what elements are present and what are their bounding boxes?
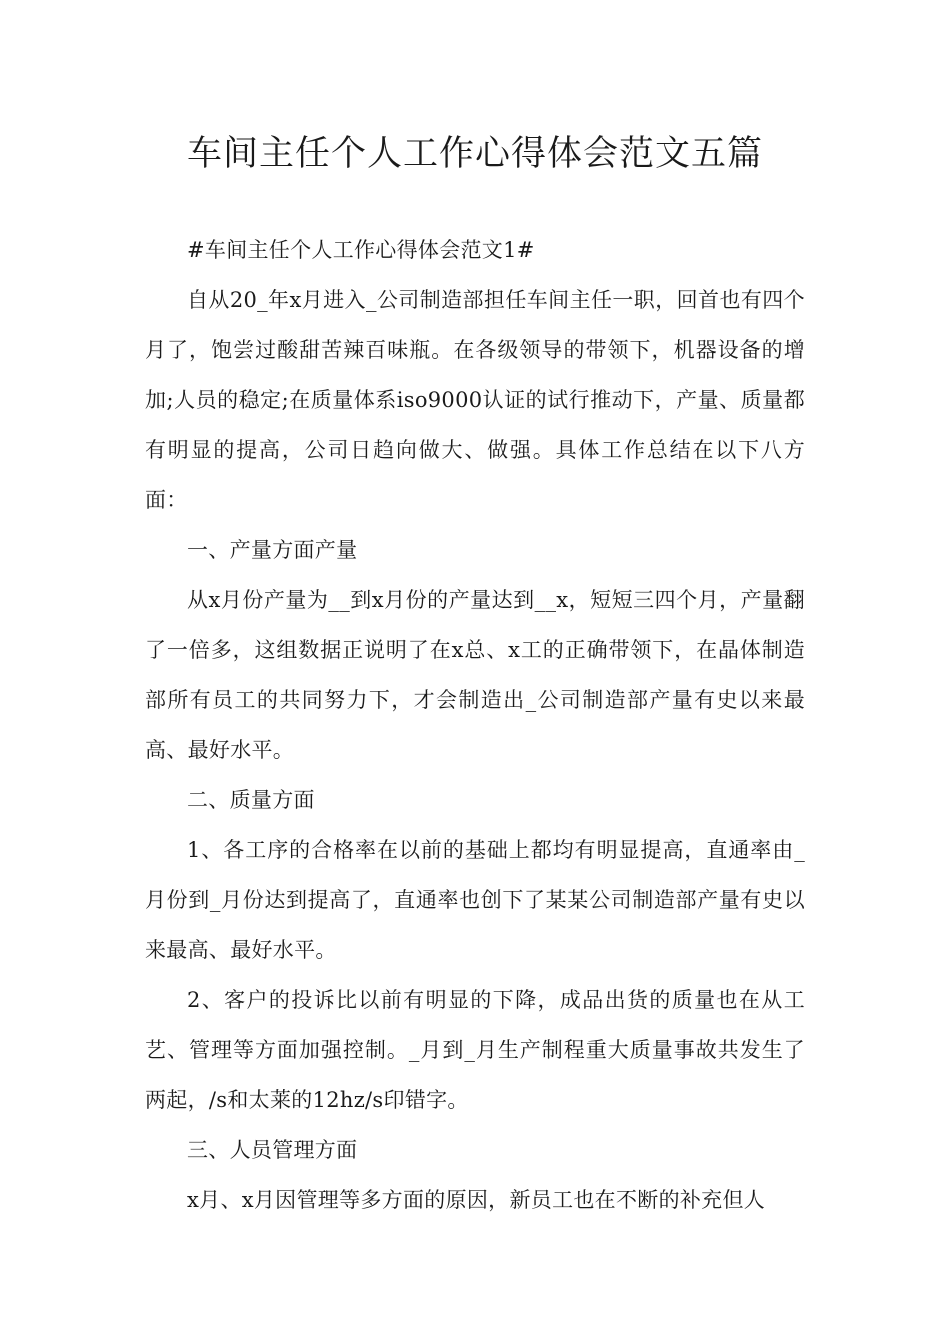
section-heading-personnel: 三、人员管理方面 <box>187 1138 358 1162</box>
section-heading-1: #车间主任个人工作心得体会范文1# <box>187 238 535 262</box>
section-heading-quality: 二、质量方面 <box>187 788 315 812</box>
paragraph-quality-1: 1、各工序的合格率在以前的基础上都均有明显提高，直通率由_月份到_月份达到提高了，直通率也创下了某某公司制造部产量有史以来最高、最好水平。 <box>145 838 805 962</box>
document-body <box>145 225 805 1225</box>
section-heading-output: 一、产量方面产量 <box>187 538 358 562</box>
paragraph-personnel: x月、x月因管理等多方面的原因，新员工也在不断的补充但人 <box>187 1188 766 1212</box>
paragraph-quality-2: 2、客户的投诉比以前有明显的下降，成品出货的质量也在从工艺、管理等方面加强控制。_月到_月生产制程重大质量事故共发生了两起，/s和太莱的12hz/s印错字。 <box>145 988 805 1112</box>
paragraph-intro: 自从20_年x月进入_公司制造部担任车间主任一职，回首也有四个月了，饱尝过酸甜苦辣百味瓶。在各级领导的带领下，机器设备的增加;人员的稳定;在质量体系iso9000认证的试行推动下，产量、质量都有明显的提高，公司日趋向做大、做强。具体工作总结在以下八方面： <box>145 288 805 512</box>
document-title: 车间主任个人工作心得体会范文五篇 <box>186 134 763 174</box>
paragraph-output: 从x月份产量为__到x月份的产量达到__x，短短三四个月，产量翻了一倍多，这组数据正说明了在x总、x工的正确带领下，在晶体制造部所有员工的共同努力下，才会制造出_公司制造部产量有史以来最高、最好水平。 <box>145 588 805 762</box>
